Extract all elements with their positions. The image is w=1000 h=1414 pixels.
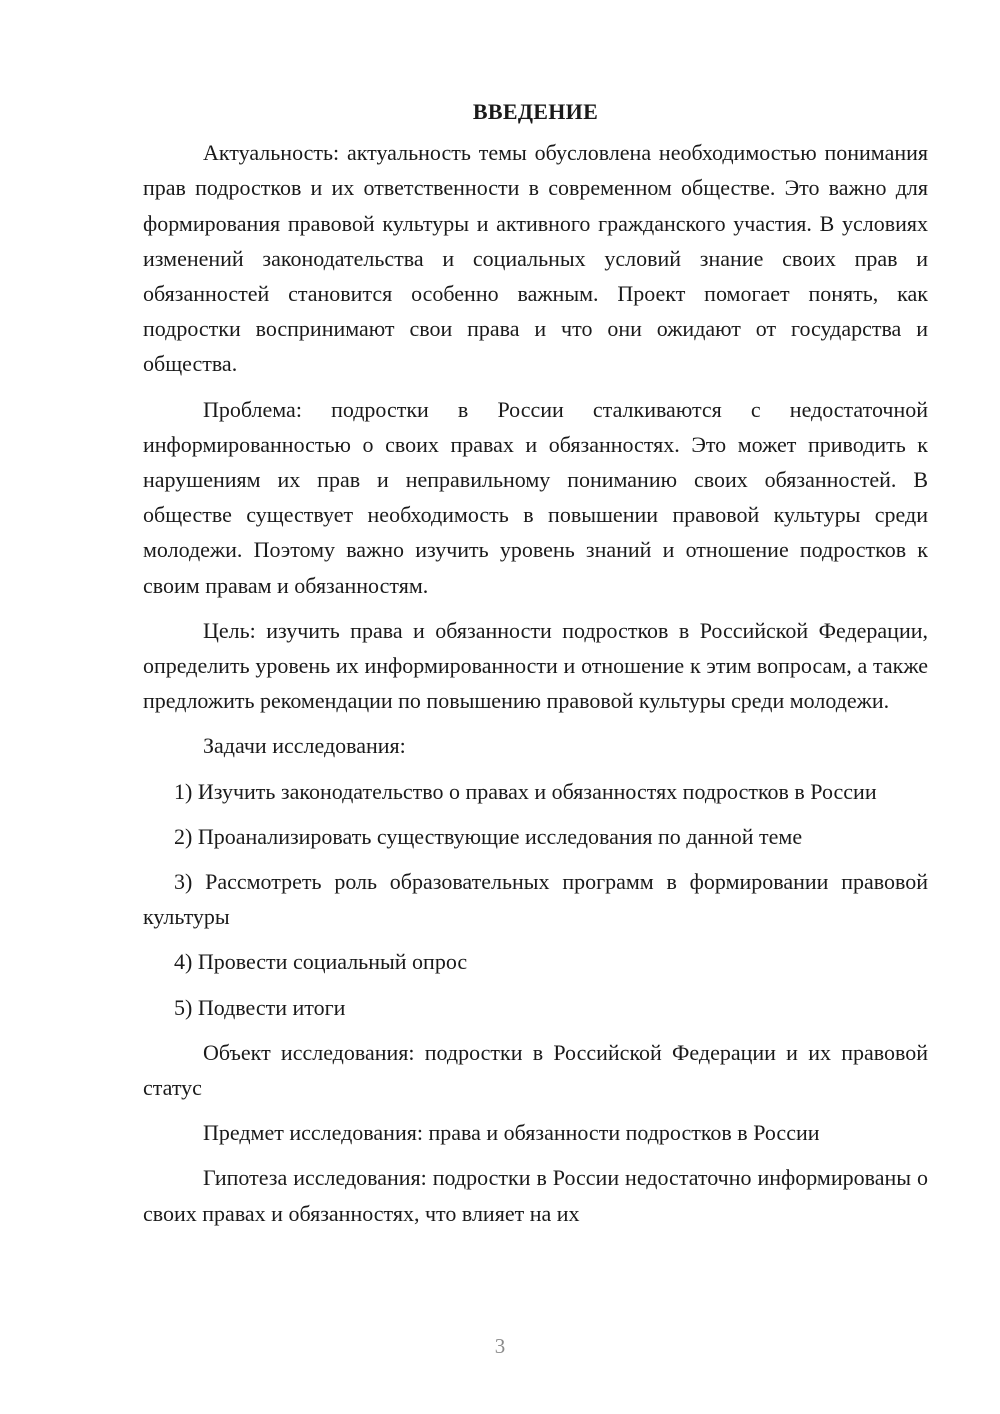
task-item-1: 1) Изучить законодательство о правах и обязанностях подростков в России xyxy=(174,778,877,804)
task-item-3: 3) Рассмотреть роль образовательных программ в формировании правовой культуры xyxy=(143,869,928,930)
page-number: 3 xyxy=(494,1334,506,1358)
task-item-2: 2) Проанализировать существующие исследования по данной теме xyxy=(174,823,803,849)
paragraph-hypothesis: Гипотеза исследования: подростки в России недостаточно информированы о своих правах и обязанностях, что влияет на их xyxy=(143,1165,928,1226)
task-item-4: 4) Провести социальный опрос xyxy=(174,949,468,975)
paragraph-subject: Предмет исследования: права и обязанности подростков в России xyxy=(203,1120,820,1146)
tasks-heading: Задачи исследования: xyxy=(203,733,406,759)
paragraph-relevance: Актуальность: актуальность темы обусловлена необходимостью понимания прав подростков и их ответственности в современном обществе. Это важно для формирования правовой культуры и активного гражданского участия. В условиях изменений законодательства и социальных условий знание своих прав и обязанностей становится особенно важным. Проект помогает понять, как подростки воспринимают свои права и что они ожидают от государства и общества. xyxy=(143,140,928,377)
task-item-5: 5) Подвести итоги xyxy=(174,994,346,1020)
paragraph-object: Объект исследования: подростки в Российской Федерации и их правовой статус xyxy=(143,1039,928,1101)
paragraph-problem: Проблема: подростки в России сталкиваются с недостаточной информированностью о своих правах и обязанностях. Это может приводить к нарушениям их прав и неправильному пониманию своих обязанностей. В обществе существует необходимость в повышении правовой культуры среди молодежи. Поэтому важно изучить уровень знаний и отношение подростков к своим правам и обязанностям. xyxy=(143,396,928,598)
paragraph-goal: Цель: изучить права и обязанности подростков в Российской Федерации, определить уровень их информированности и отношение к этим вопросам, а также предложить рекомендации по повышению правовой культуры среди молодежи. xyxy=(143,617,928,714)
section-title: ВВЕДЕНИЕ xyxy=(472,99,599,124)
page-content xyxy=(143,94,928,1241)
